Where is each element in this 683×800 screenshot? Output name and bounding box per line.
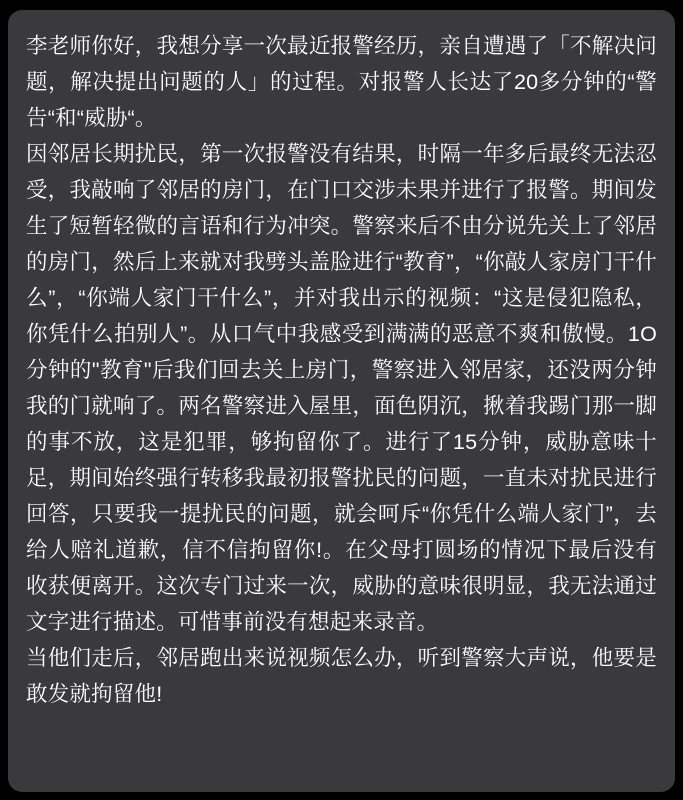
message-bubble <box>8 10 675 792</box>
message-paragraph-1: 李老师你好，我想分享一次最近报警经历，亲自遭遇了「不解决问题，解决提出问题的人」的过程。对报警人长达了20多分钟的“警告“和“威胁“。 <box>26 34 657 130</box>
message-paragraph-2: 因邻居长期扰民，第一次报警没有结果，时隔一年多后最终无法忍受，我敲响了邻居的房门，在门口交涉未果并进行了报警。期间发生了短暂轻微的言语和行为冲突。警察来后不由分说先关上了邻居的房门，然后上来就对我劈头盖脸进行“教育”，“你敲人家房门干什么”，“你端人家门干什么”，并对我出示的视频：“这是侵犯隐私，你凭什么拍别人”。从口气中我感受到满满的恶意不爽和傲慢。1O分钟的"教育"后我们回去关上房门，警察进入邻居家，还没两分钟我的门就响了。两名警察进入屋里，面色阴沉，揪着我踢门那一脚的事不放，这是犯罪，够拘留你了。进行了15分钟，威胁意味十足，期间始终强行转移我最初报警扰民的问题，一直未对扰民进行回答，只要我一提扰民的问题，就会呵斥“你凭什么端人家门”，去给人赔礼道歉，信不信拘留你!。在父母打圆场的情况下最后没有收获便离开。这次专门过来一次，威胁的意味很明显，我无法通过文字进行描述。可惜事前没有想起来录音。 <box>26 142 657 634</box>
message-paragraph-3: 当他们走后，邻居跑出来说视频怎么办，听到警察大声说，他要是敢发就拘留他! <box>26 646 657 706</box>
